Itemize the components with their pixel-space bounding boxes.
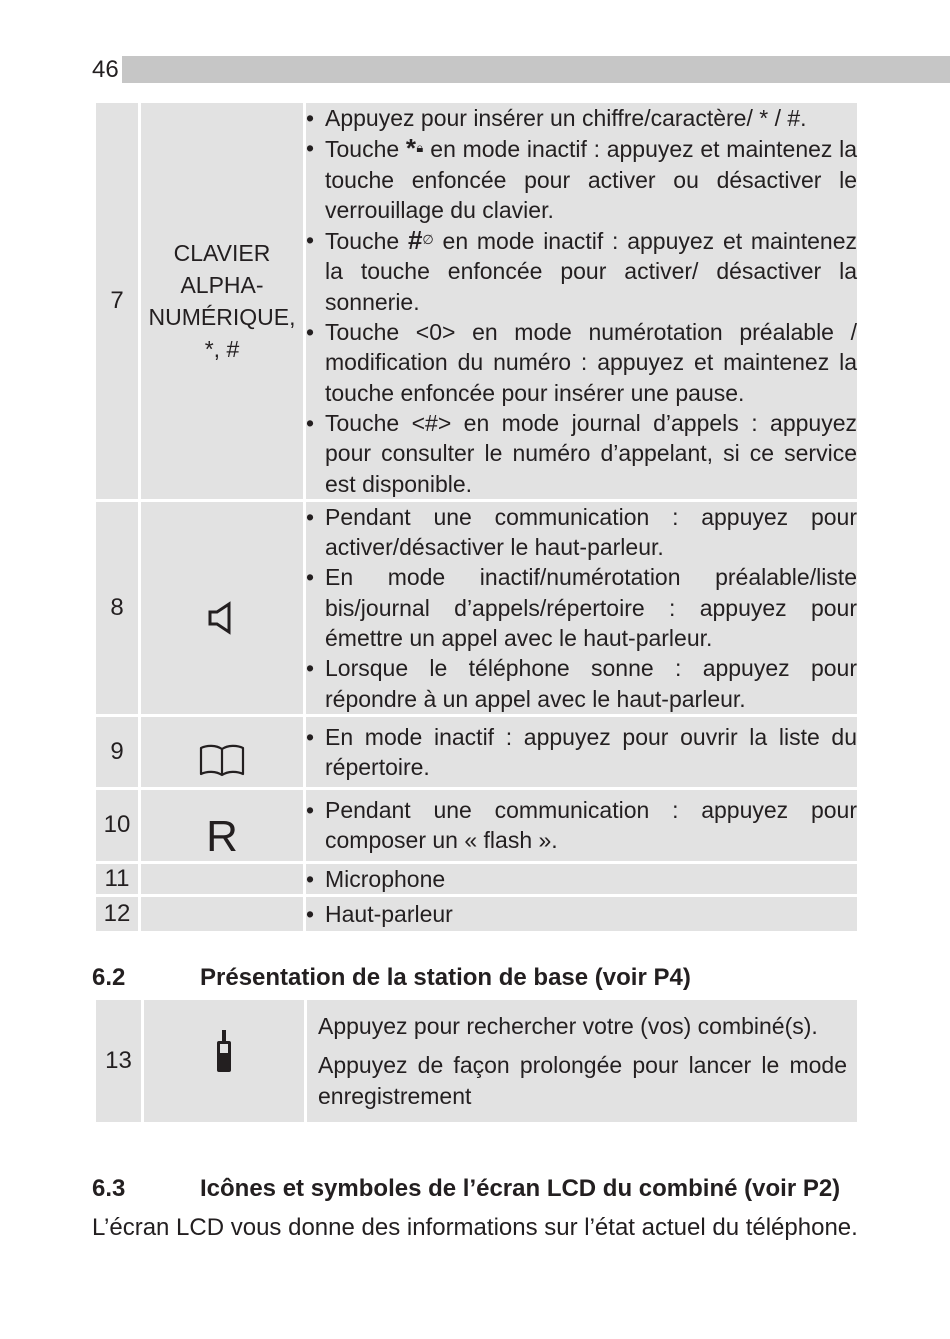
section-heading-6-2 — [92, 963, 691, 993]
row-label — [141, 790, 303, 861]
table-row — [96, 864, 857, 894]
label-line: CLAVIER — [173, 239, 271, 266]
row-number: 8 — [96, 502, 138, 714]
row-description — [306, 790, 857, 861]
row-label — [141, 502, 303, 714]
ringer-off-icon: ∅ — [422, 232, 434, 248]
row-description — [306, 103, 857, 499]
lock-icon: 🔒︎ — [416, 140, 424, 156]
row-label — [141, 717, 303, 787]
table-row — [96, 1000, 857, 1122]
description-line: Appuyez de façon prolongée pour lancer le mode enregistrement — [318, 1051, 847, 1109]
list-item: • Touche <#> en mode journal d’appels : appuyez pour consulter le numéro d’appelant, si ce service est disponible. — [306, 408, 857, 499]
section-number: 6.3 — [92, 1175, 126, 1202]
row-number: 10 — [96, 790, 138, 861]
list-item: • En mode inactif : appuyez pour ouvrir la liste du répertoire. — [306, 722, 857, 783]
speaker-icon — [207, 601, 237, 635]
page-header — [92, 56, 950, 83]
list-item: • Microphone — [306, 864, 857, 894]
table-row — [96, 897, 857, 931]
row-label — [141, 897, 303, 931]
label-line: ALPHA- — [180, 271, 264, 298]
table-row — [96, 790, 857, 861]
row-description — [306, 897, 857, 931]
row-label — [141, 864, 303, 894]
list-item: • En mode inactif/numérotation préalable/liste bis/journal d’appels/répertoire : appuyez pour émettre un appel avec le haut-parleur. — [306, 562, 857, 653]
handset-icon — [214, 1028, 234, 1074]
page-number: 46 — [92, 56, 119, 83]
row-description — [306, 717, 857, 787]
list-item: • Haut-parleur — [306, 899, 857, 929]
table-row — [96, 502, 857, 714]
list-item: • Pendant une communication : appuyez pour composer un « flash ». — [306, 795, 857, 856]
list-item: • Pendant une communication : appuyez pour activer/désactiver le haut-parleur. — [306, 502, 857, 563]
table-row — [96, 717, 857, 787]
section-heading-6-3 — [92, 1174, 840, 1204]
row-description — [306, 864, 857, 894]
list-item: • Appuyez pour insérer un chiffre/caractère/ * / #. — [306, 103, 857, 133]
row-number: 13 — [96, 1000, 141, 1122]
row-number: 12 — [96, 897, 138, 931]
flash-r-symbol: R — [206, 812, 238, 862]
hash-key-icon: # — [407, 225, 423, 256]
row-number: 11 — [96, 864, 138, 894]
section-number: 6.2 — [92, 964, 126, 991]
row-label — [144, 1000, 304, 1122]
section-title: Icônes et symboles de l’écran LCD du combiné (voir P2) — [200, 1175, 841, 1202]
label-line: *, # — [204, 335, 240, 362]
list-item: • Touche *🔒︎ en mode inactif : appuyez et maintenez la touche enfoncée pour activer ou désactiver le verrouillage du clavier. — [306, 133, 857, 225]
intro-paragraph: L’écran LCD vous donne des informations sur l’état actuel du téléphone. — [92, 1214, 858, 1241]
list-item: • Touche <0> en mode numérotation préalable / modification du numéro : appuyez et maintenez la touche enfoncée pour insérer une pause. — [306, 317, 857, 408]
base-station-table — [93, 997, 860, 1125]
book-icon — [198, 743, 246, 777]
list-item: • Lorsque le téléphone sonne : appuyez pour répondre à un appel avec le haut-parleur. — [306, 653, 857, 714]
row-description — [307, 1000, 857, 1122]
row-number: 9 — [96, 717, 138, 787]
row-number: 7 — [96, 103, 138, 499]
label-line: NUMÉRIQUE, — [148, 303, 296, 330]
header-bar — [122, 56, 950, 83]
keys-table — [93, 100, 860, 934]
list-item: • Touche #∅ en mode inactif : appuyez et maintenez la touche enfoncée pour activer/ désactiver la sonnerie. — [306, 225, 857, 317]
row-label — [141, 103, 303, 499]
section-title: Présentation de la station de base (voir P4) — [200, 964, 691, 991]
row-description — [306, 502, 857, 714]
description-line: Appuyez pour rechercher votre (vos) combiné(s). — [318, 1012, 818, 1039]
star-key-icon: * — [405, 133, 417, 164]
table-row — [96, 103, 857, 499]
